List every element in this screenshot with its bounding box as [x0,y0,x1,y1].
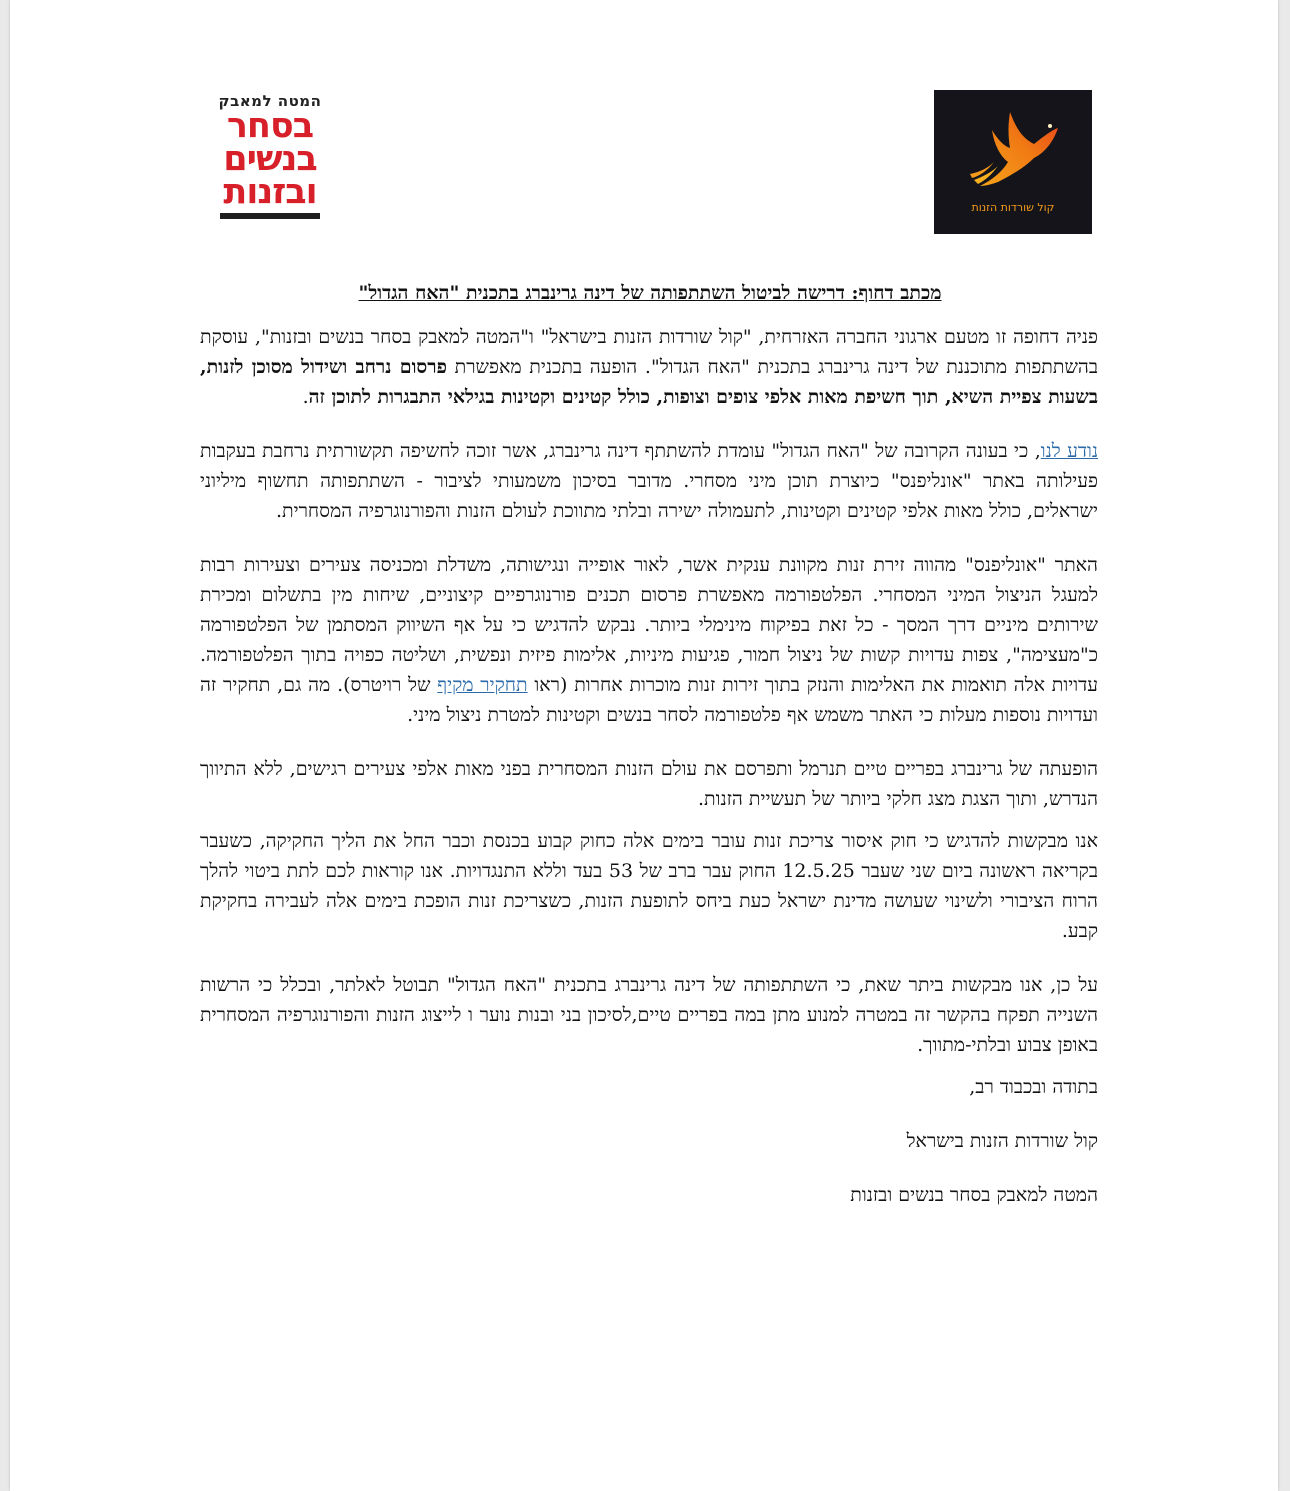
survivors-logo [934,90,1092,234]
paragraph-4: הופעתה של גרינברג בפריים טיים תנרמל ותפרסם את עולם הזנות המסחרית בפני מאות אלפי צעירים רגישים, ללא התיווך הנדרש, ותוך הצגת מצג חלקי ביותר של תעשיית הזנות. [200,758,1098,810]
survivors-logo-caption: קול שורדות הזנות [971,201,1055,214]
signature-task-force: המטה למאבק בסחר בנשים ובזנות [850,1184,1098,1206]
anti-trafficking-logo [210,92,330,230]
phoenix-icon [952,100,1074,192]
paragraph-5: אנו מבקשות להדגיש כי חוק איסור צריכת זנות עובר בימים אלה כחוק קבוע בכנסת וכבר החל את הליך החקיקה, כשעבר בקריאה ראשונה ביום שני שעבר 12.5.25 החוק עבר ברב של 53 בעד וללא התנגדויות. אנו קוראות לכם לתת ביטוי להלך הרוח הציבורי ולשינוי שעושה מדינת ישראל כעת ביחס לתופעת הזנות, כשצריכת זנות הופכת בימים אלה לעבירה בחקיקת קבע. [200,830,1098,942]
letter-title: מכתב דחוף: דרישה לביטול השתתפותה של דינה גרינברג בתכנית "האח הגדול" [358,282,942,304]
closing-line: בתודה ובכבוד רב, [969,1076,1098,1098]
paragraph-6: על כן, אנו מבקשות ביתר שאת, כי השתתפותה של דינה גרינברג בתכנית "האח הגדול" תבוטל לאלתר, ובכלל כי הרשות השנייה תפקח בהקשר זה במטרה למנוע מתן במה בפריים טיים,לסיכון בני ובנות נוער ו לייצוג הזנות והפורנוגרפיה המסחרית באופן צבוע ובלתי-מתווך. [200,974,1098,1056]
logo-line-1: בסחר [226,106,314,146]
letter-body [200,322,1098,1234]
paragraph-2: נודע לנו, כי בעונה הקרובה של "האח הגדול" עומדת להשתתף דינה גרינברג, אשר זוכה לחשיפה תקשורתית נרחבת בעקבות פעילותה באתר "אונליפנס" כיוצרת תוכן מיני מסחרי. מדובר בסיכון משמעותי לציבור - השתתפותה תחשוף מיליוני ישראלים, כולל מאות אלפי קטינים וקטינות, לתעמולה ישירה ובלתי מתווכת לעולם הזנות והפורנוגרפיה המסחרית. [200,440,1098,522]
bold-emphasis: פרסום נרחב ושידול מסוכן לזנות, בשעות צפיית השיא, תוך חשיפת מאות אלפי צופים וצופות, כולל קטינים וקטינות בגילאי התבגרות לתוכן זה [200,356,1098,408]
logo-line-3: ובזנות [223,172,317,212]
logo-line-2: בנשים [223,139,317,179]
investigation-link[interactable]: תחקיר מקיף [437,674,528,696]
paragraph-1: פניה דחופה זו מטעם ארגוני החברה האזרחית, "קול שורדות הזנות בישראל" ו"המטה למאבק בסחר בנשים ובזנות", עוסקת בהשתתפות מתוכננת של דינה גרינברג בתכנית "האח הגדול". הופעה בתכנית מאפשרת פרסום נרחב ושידול מסוכן לזנות, בשעות צפיית השיא, תוך חשיפת מאות אלפי צופים וצופות, כולל קטינים וקטינות בגילאי התבגרות לתוכן זה. [200,326,1098,408]
known-to-us-link[interactable]: נודע לנו [1040,440,1098,462]
logo-small-text: המטה למאבק [218,92,322,110]
paragraph-3: האתר "אונליפנס" מהווה זירת זנות מקוונת ענקית אשר, לאור אופייה ונגישותה, משדלת ומכניסה צעירים וצעירות רבות למעגל הניצול המיני המסחרי. הפלטפורמה מאפשרת פרסום תכנים פורנוגרפיים קיצוניים, שיחות מין בתשלום ומכירת שירותים מיניים דרך המסך - כל זאת בפיקוח מינימלי ביותר. נבקש להדגיש כי על אף השיווק המסתמן של הפלטפורמה כ"מעצימה", צפות עדויות קשות של ניצול חמור, פגיעות מיניות, אלימות פיזית ונפשית, ושליטה כפויה בתוך הפלטפורמה. עדויות אלה תואמות את האלימות והנזק בתוך זירות זנות מוכרות אחרות (ראו תחקיר מקיף של רויטרס). מה גם, תחקיר זה ועדויות נוספות מעלות כי האתר משמש אף פלטפורמה לסחר בנשים וקטינות למטרת ניצול מיני. [200,554,1099,726]
signature-survivors: קול שורדות הזנות בישראל [906,1130,1098,1152]
letter-page [10,0,1278,1491]
logo-underline [220,213,320,219]
